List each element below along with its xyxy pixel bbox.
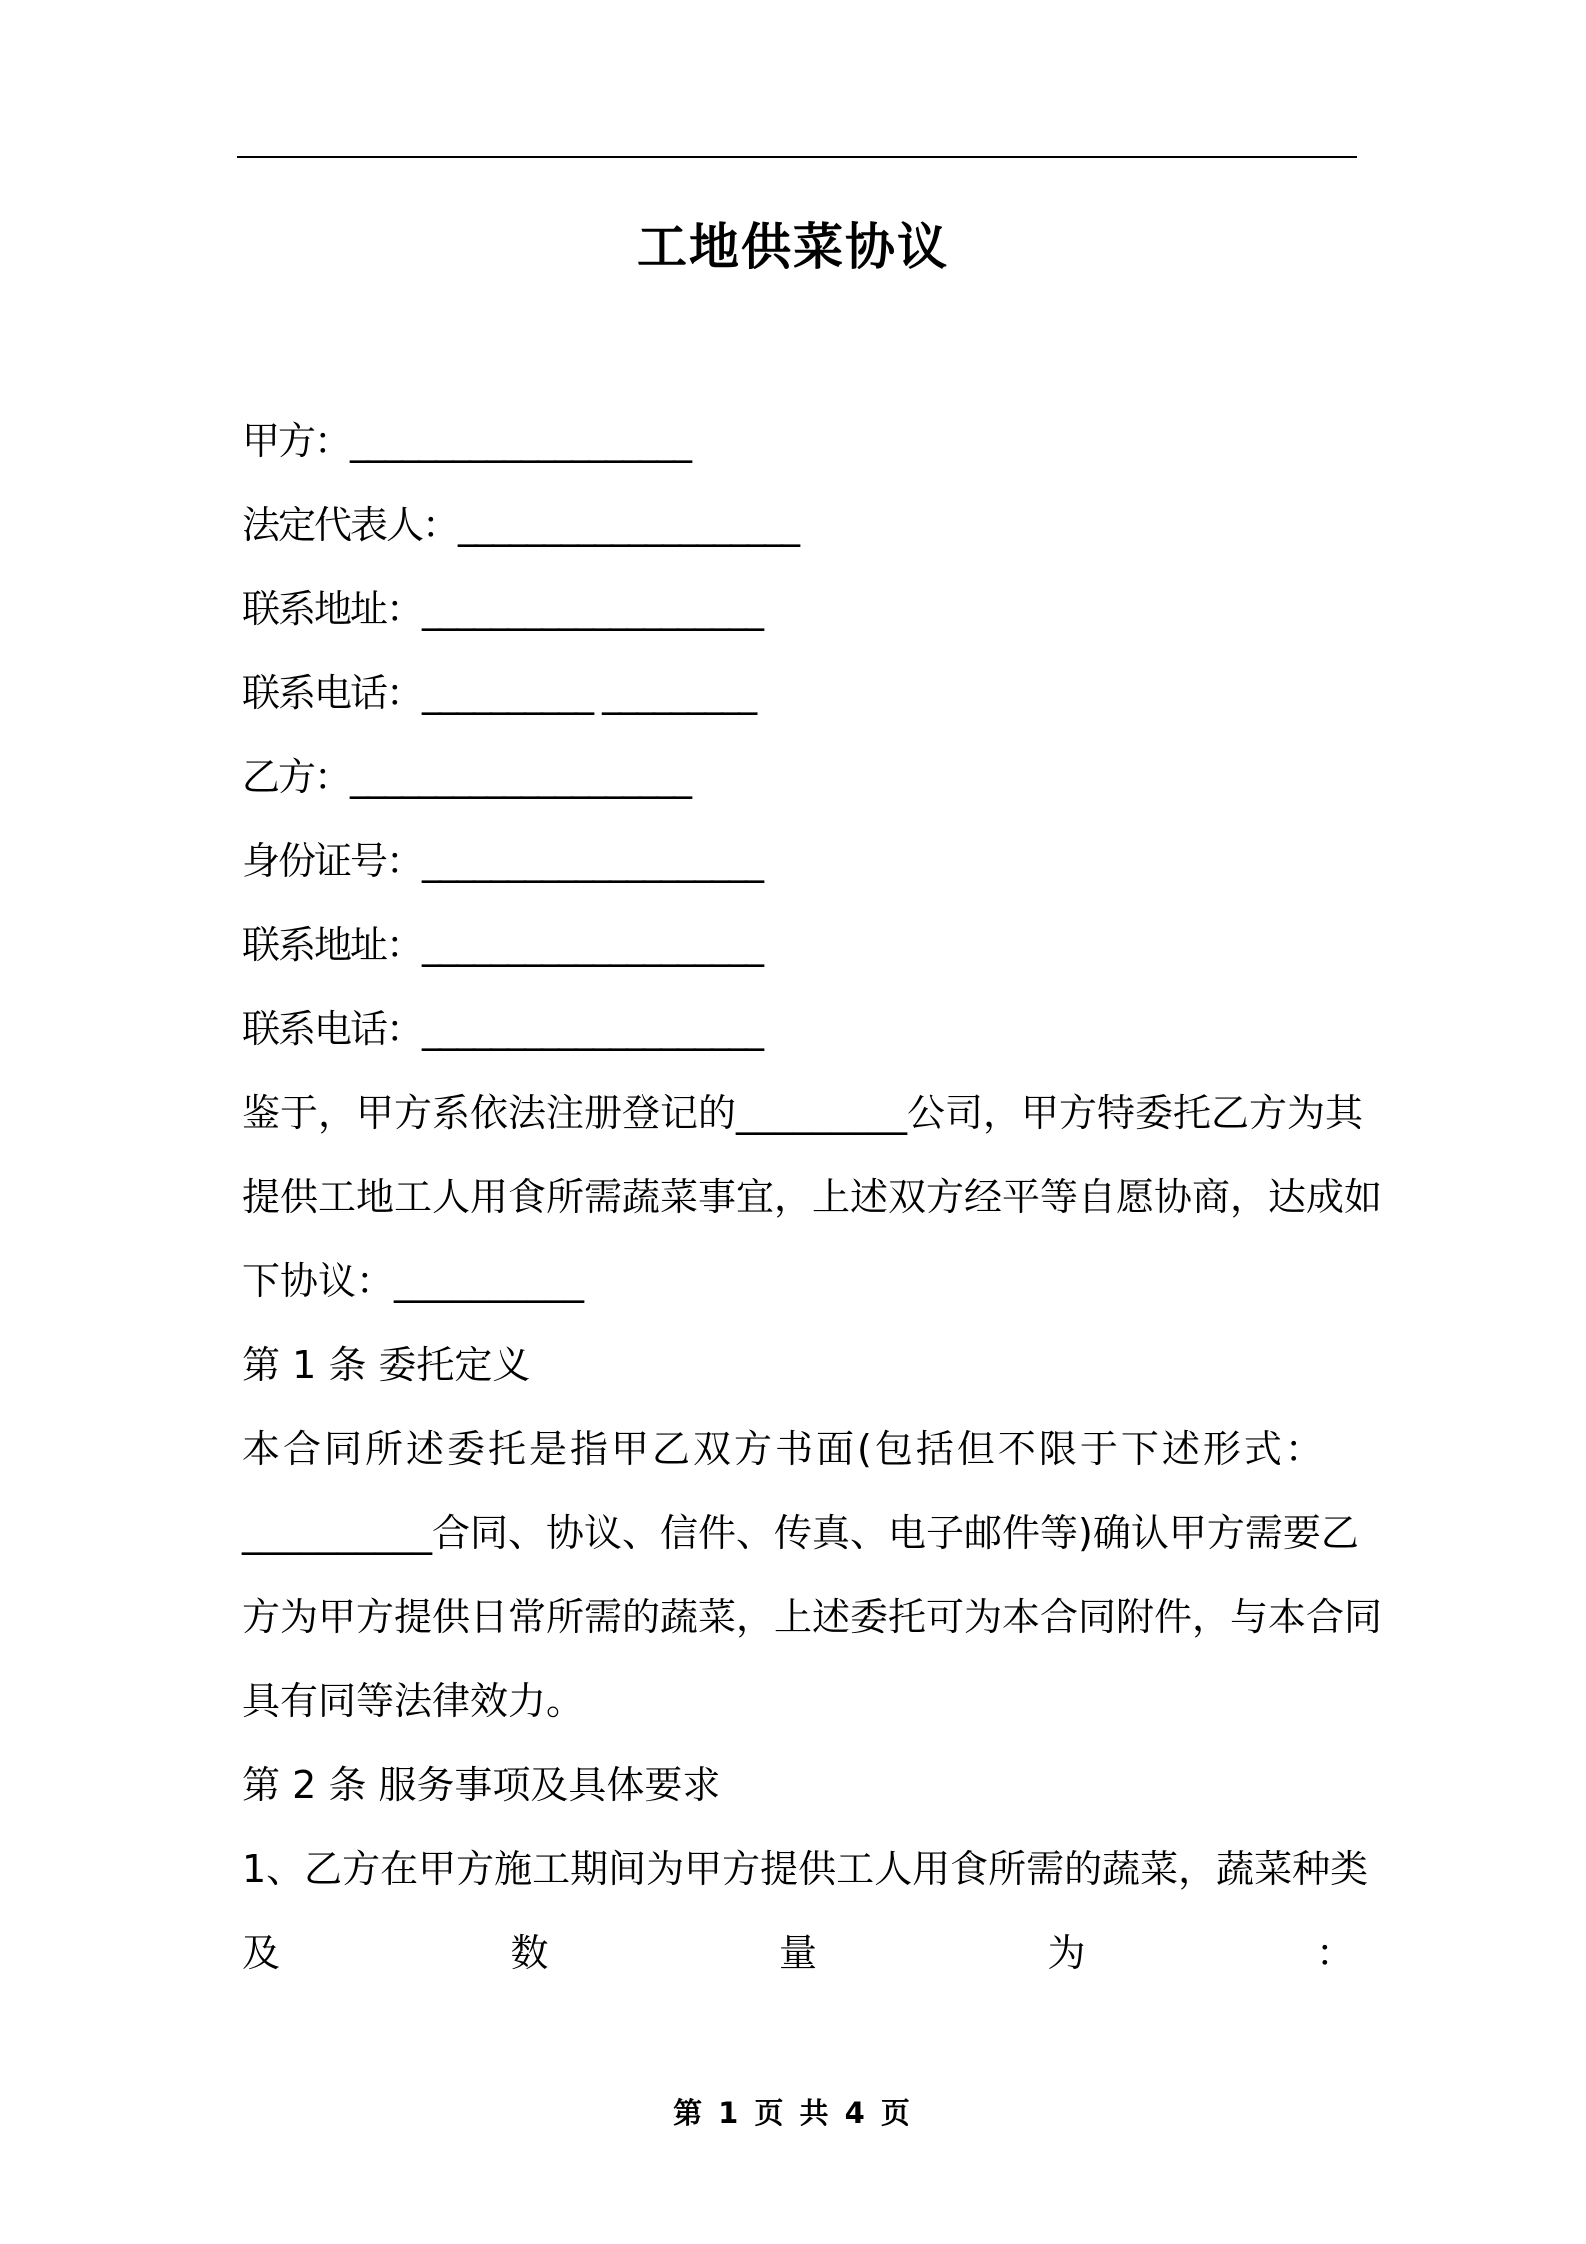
party-b-id-line: 身份证号：____________________ [242,839,763,883]
article-1-heading: 第 1 条 委托定义 [242,1343,531,1387]
party-a-name-line: 甲方：____________________ [242,419,691,463]
justified-char: 及 [242,1931,281,1975]
document-body [242,399,1383,1995]
article-2-item-1-justified-line [242,1911,1354,1995]
header-rule [237,156,1357,158]
party-a-phone-line: 联系电话：__________ _________ [242,671,756,715]
justified-char: 量 [778,1931,817,1975]
party-b-address-line: 联系地址：____________________ [242,923,763,967]
justified-char: ： [1315,1931,1354,1975]
article-1-body-line: 方为甲方提供日常所需的蔬菜，上述委托可为本合同附件，与本合同 [242,1595,1383,1639]
party-b-name-line: 乙方：____________________ [242,755,691,799]
preamble-line: 鉴于，甲方系依法注册登记的_________公司，甲方特委托乙方为其 [242,1091,1364,1135]
party-b-phone-line: 联系电话：____________________ [242,1007,763,1051]
document-title: 工地供菜协议 [637,218,949,276]
justified-char: 数 [510,1931,549,1975]
page-number: 第 1 页 共 4 页 [673,2096,913,2130]
article-1-body-line: 具有同等法律效力。 [242,1679,585,1723]
article-1-body-line: 本合同所述委托是指甲乙双方书面(包括但不限于下述形式： [242,1427,1326,1471]
party-a-address-line: 联系地址：____________________ [242,587,763,631]
justified-char: 为 [1047,1931,1086,1975]
preamble-line: 下协议：__________ [242,1259,585,1303]
article-1-body-line: __________合同、协议、信件、传真、电子邮件等)确认甲方需要乙 [242,1511,1359,1555]
party-a-representative-line: 法定代表人：____________________ [242,503,799,547]
article-2-heading: 第 2 条 服务事项及具体要求 [242,1763,721,1807]
article-2-item-1-line: 1、乙方在甲方施工期间为甲方提供工人用食所需的蔬菜，蔬菜种类 [242,1847,1369,1891]
preamble-line: 提供工地工人用食所需蔬菜事宜，上述双方经平等自愿协商，达成如 [242,1175,1383,1219]
